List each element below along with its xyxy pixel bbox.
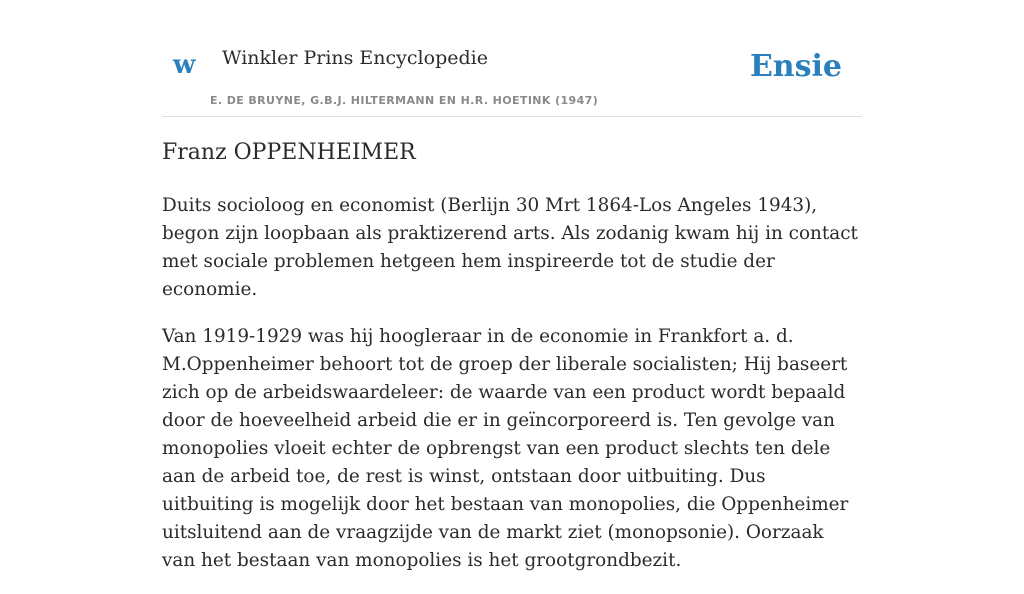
article-title: Franz OPPENHEIMER <box>162 140 416 165</box>
header <box>162 0 862 117</box>
article-paragraph-2: Van 1919-1929 was hij hoogleraar in de economie in Frankfort a. d. M.Oppenheimer behoort tot de groep der liberale socialisten; Hij baseert zich op de arbeidswaardeleer: de waarde van een product wordt bepaald door de hoeveelheid arbeid die er in geïncorporeerd is. Ten gevolge van monopolies vloeit echter de opbrengst van een product slechts ten dele aan de arbeid toe, de rest is winst, ontstaan door uitbuiting. Dus uitbuiting is mogelijk door het bestaan van monopolies, die Oppenheimer uitsluitend aan de vraagzijde van de markt ziet (monopsonie). Oorzaak van het bestaan van monopolies is het grootgrondbezit. <box>162 326 849 571</box>
book-title-link[interactable]: Winkler Prins Encyclopedie <box>222 47 488 69</box>
ensie-logo-link[interactable]: Ensie <box>749 49 842 84</box>
logo-w-icon[interactable]: w <box>173 50 196 80</box>
article-paragraph-1: Duits socioloog en economist (Berlijn 30 Mrt 1864-Los Angeles 1943), begon zijn loopbaan als praktizerend arts. Als zodanig kwam hij in contact met sociale problemen hetgeen hem inspireerde tot de studie der economie. <box>162 195 858 300</box>
article-body <box>162 192 862 594</box>
authors-label: E. DE BRUYNE, G.B.J. HILTERMANN EN H.R. HOETINK (1947) <box>210 94 599 107</box>
